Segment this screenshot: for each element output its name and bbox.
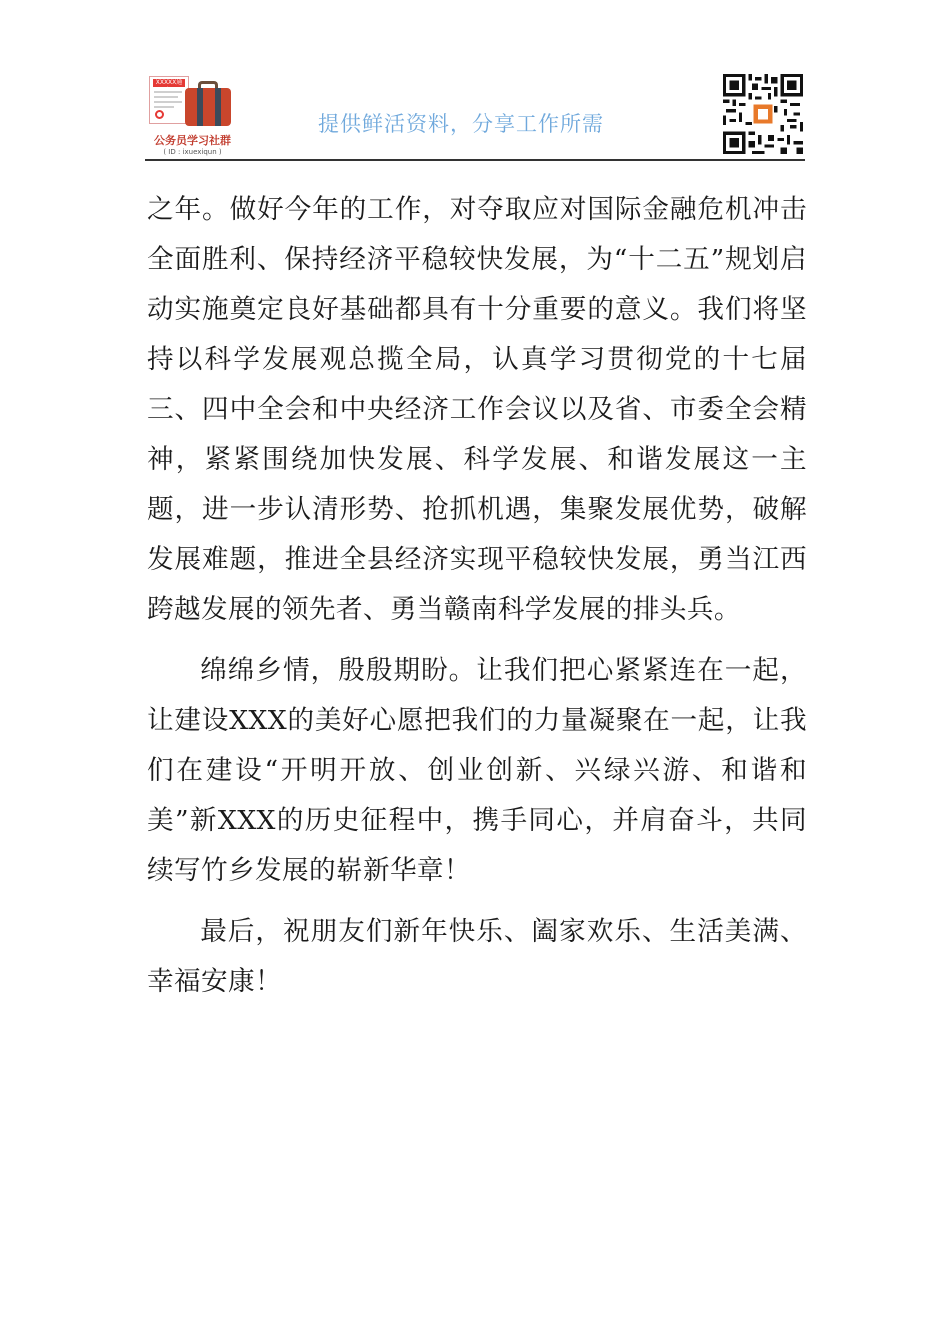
page-header [145,70,805,160]
doc-line [154,101,182,103]
logo [145,72,240,158]
doc-line [154,91,182,93]
paragraph: 最后，祝朋友们新年快乐、阖家欢乐、生活美满、幸福安康！ [147,916,807,997]
briefcase-stripe [215,88,221,126]
logo-name: 公务员学习社群 [154,134,231,147]
header-divider [145,159,805,161]
qr-code-icon [723,74,803,154]
paragraph: 之年。做好今年的工作，对夺取应对国际金融危机冲击全面胜利、保持经济平稳较快发展，为“十二五”规划启动实施奠定良好基础都具有十分重要的意义。我们将坚持以科学发展观总揽全局，认真学习贯彻党的十七届三、四中全会和中央经济工作会议以及省、市委全会精神，紧紧围绕加快发展、科学发展、和谐发展这一主题，进一步认清形势、抢抓机遇，集聚发展优势，破解发展难题，推进全县经济实现平稳较快发展，勇当江西跨越发展的领先者、勇当赣南科学发展的排头兵。 [147,194,807,625]
seal-icon [155,110,164,119]
briefcase-icon [185,88,231,126]
document-body [147,185,807,1007]
doc-line [154,106,174,108]
logo-doc-title: XXXXX通 [153,79,185,87]
briefcase-stripe [197,88,203,126]
logo-id: ( ID : ixuexiqun ) [163,148,222,156]
doc-line [154,96,178,98]
document-icon [149,76,189,124]
paragraph: 绵绵乡情，殷殷期盼。让我们把心紧紧连在一起，让建设XXX的美好心愿把我们的力量凝聚在一起，让我们在建设“开明开放、创业创新、兴绿兴游、和谐和美”新XXX的历史征程中，携手同心，并肩奋斗，共同续写竹乡发展的崭新华章！ [147,655,807,886]
header-tagline: 提供鲜活资料，分享工作所需 [318,112,604,136]
